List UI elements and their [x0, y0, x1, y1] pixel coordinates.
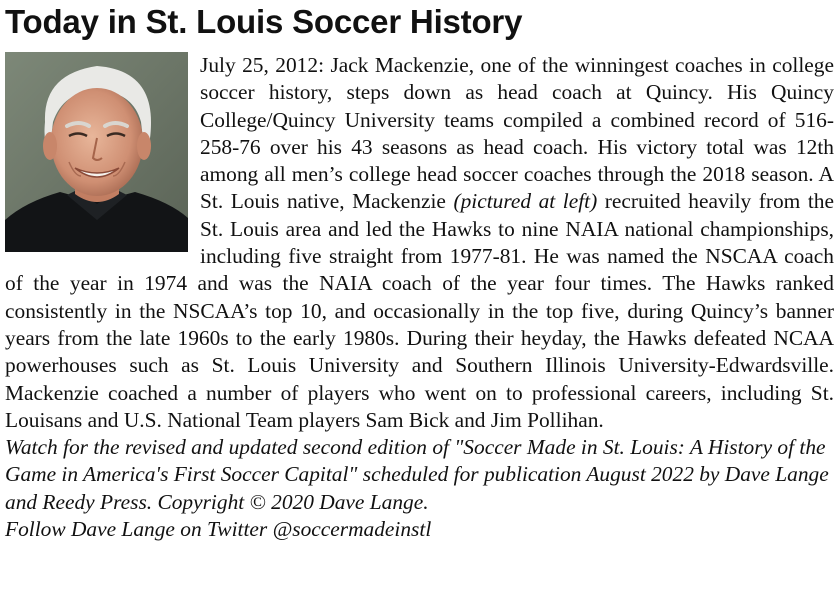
article — [5, 52, 834, 543]
page-title: Today in St. Louis Soccer History — [5, 3, 523, 40]
book-promo — [5, 434, 834, 543]
coach-photo — [5, 52, 188, 252]
twitter-line: Follow Dave Lange on Twitter @soccermadeinstl — [5, 517, 432, 542]
portrait-image — [5, 52, 188, 252]
promo-text: Watch for the revised and updated second edition of "Soccer Made in St. Louis: A History of the Game in America's First Soccer Capital" scheduled for publication August 2022 by Dave Lange and Reedy Press. Copyright © 2020 Dave Lange. — [5, 435, 829, 514]
body-text-part1: July 25, 2012: Jack Mackenzie, one of the winningest coaches in college soccer history, steps down as head coach at Quincy. His Quincy College/Quincy University teams compiled a combined record of 516-258-76 over his 43 seasons as head coach. His victory total was 12th among all men’s college head soccer coaches through the 2018 season. A St. Louis native, Mackenzie — [200, 53, 834, 214]
pictured-note: (pictured at left) — [453, 189, 598, 214]
body-text-part2: recruited heavily from the St. Louis area and led the Hawks to nine NAIA national championships, including five straight from 1977-81. He was named the NSCAA coach of the year in 1974 and was the NAIA coach of the year four times. The Hawks ranked consistently in the NSCAA’s top 10, and occasionally in the top five, during Quincy’s banner years from the late 1960s to the early 1980s. During their heyday, the Hawks defeated NCAA powerhouses such as St. Louis University and Southern Illinois University-Edwardsville. Mackenzie coached a number of players who went on to professional careers, including St. Louisans and U.S. National Team players Sam Bick and Jim Pollihan. — [5, 189, 834, 432]
